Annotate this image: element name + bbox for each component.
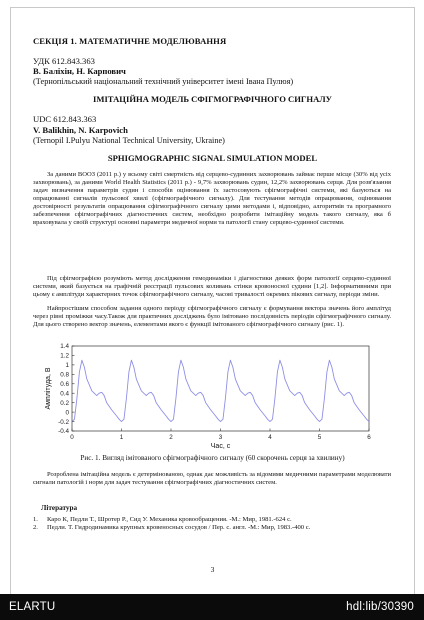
references-heading: Література xyxy=(41,504,78,512)
plot-frame xyxy=(72,346,369,431)
body-text-4 xyxy=(33,471,391,487)
body-text-3 xyxy=(33,305,391,329)
affiliation-ua: (Тернопільський національний технічний університет імені Івана Пулюя) xyxy=(33,77,294,86)
x-tick-label: 6 xyxy=(367,434,371,441)
x-tick-label: 1 xyxy=(119,434,124,441)
authors-ua: В. Баліхін, Н. Карпович xyxy=(33,66,126,76)
paragraph-4: Розроблена імітаційна модель є детермінованою, однак дає можливість за відомими медичними параметрами моделювати сигнали патологій і норм для задач тестування сфігмографічних діагностичних систем. xyxy=(33,471,391,486)
affiliation-en: (Ternopil I.Pulyu National Technical University, Ukraine) xyxy=(33,136,225,145)
reference-number: 2. xyxy=(33,524,38,532)
paragraph-2: Під сфігмографією розуміють метод дослідження гемодинаміки і діагностики деяких форм патології серцево-судинної системи, який базується на графічній реєстрації пульсових коливань стінки кровоносної судини [1,2]. Інформативними при цьому є амплітуди характерних точок сфігмографічного сигналу, часові тривалості окремих пікових сигналу, періоди зміни. xyxy=(33,275,391,298)
figure-caption: Рис. 1. Вигляд імітованого сфігмографічного сигналу (60 скорочень серця за хвилину) xyxy=(80,454,345,462)
y-tick-label: 1.4 xyxy=(60,343,69,351)
x-tick-label: 4 xyxy=(268,434,272,441)
document-page xyxy=(10,7,415,595)
footer-bar xyxy=(0,594,424,620)
y-tick-label: -0.4 xyxy=(58,428,69,436)
paper-title-en: SPHIGMOGRAPHIC SIGNAL SIMULATION MODEL xyxy=(107,153,318,163)
references-list xyxy=(33,516,393,532)
y-tick-label: 0.4 xyxy=(60,390,69,398)
reference-item xyxy=(33,524,393,532)
y-tick-label: -0.2 xyxy=(58,418,69,426)
x-tick-label: 2 xyxy=(169,434,173,441)
x-tick-label: 5 xyxy=(317,434,322,441)
udk-code: УДК 612.843.363 xyxy=(33,56,95,66)
section-title: СЕКЦІЯ 1. МАТЕМАТИЧНЕ МОДЕЛЮВАННЯ xyxy=(33,36,227,46)
body-text-2 xyxy=(33,275,391,299)
body-text-1 xyxy=(33,171,391,227)
y-axis-label: Амплітуда, В xyxy=(45,367,52,410)
x-axis-label: Час, с xyxy=(210,443,231,450)
authors-en: V. Balikhin, N. Karpovich xyxy=(33,125,128,135)
paragraph-3: Найпростішим способом задання одного періоду сфігмографічного сигналу є формування вектора значень його амплітуд через рівні проміжки часу.Також для практичних досліджень було імітовано послідовність періодів сфігмографічного сигналу. Для цього створено вектор значень, елементами якого є функції імітованого сфігмографічного сигналу (рис. 1). xyxy=(33,305,391,328)
signal-chart xyxy=(11,340,414,452)
y-tick-label: 0 xyxy=(65,409,69,417)
y-tick-label: 0.2 xyxy=(60,399,69,407)
reference-text: Педли. Т. Гидродинамика крупных кровеносных сосудов / Пер. с. англ. -М.: Мир, 1983.-400 с. xyxy=(47,524,311,532)
paragraph-1: За даними ВООЗ (2011 р.) у всьому світі смертність від серцево-судинних захворювань займає перше місце (30% від усіх захворювань), за даними World Health Statistics (2011 р.) - 9,7% захворювань судин, 12,2% захворювань серця. Для розв'язання задач визначення параметрів судин і способів оцінювання їх застосовують сфігмографічні системи, які базуються на опрацюванні сигналів пульсової хвилі (сфігмографічного сигналу). Для тестування методів опрацювання, оцінювання достовірності результатів опрацювання сфігмографічного сигналу цими методами і, відповідно, алгоритмів та програмного забезпечення сфігмографічних діагностичних систем, необхідно розробити імітаційну модель такого сигналу, яка б враховувала у своїй структурі основні параметри медичної норми та патології стану серцево-судинної системи. xyxy=(33,171,391,226)
footer-left-label: ELARTU xyxy=(9,601,56,613)
paper-title-ua: ІМІТАЦІЙНА МОДЕЛЬ СФІГМОГРАФІЧНОГО СИГНАЛУ xyxy=(92,94,332,104)
reference-item xyxy=(33,516,393,524)
x-tick-label: 3 xyxy=(218,434,223,441)
reference-text: Каро К, Педли Т., Шротер Р., Сид У. Механика кровообращения. -М.: Мир, 1981.-624 с. xyxy=(47,516,292,523)
x-tick-label: 0 xyxy=(70,434,74,441)
y-tick-label: 0.6 xyxy=(60,380,69,388)
udc-code: UDC 612.843.363 xyxy=(33,114,97,124)
y-tick-label: 1.2 xyxy=(60,352,69,360)
y-tick-label: 0.8 xyxy=(60,371,69,379)
footer-handle: hdl:lib/30390 xyxy=(346,601,414,613)
page-number: 3 xyxy=(210,565,215,574)
reference-number: 1. xyxy=(33,516,38,523)
y-tick-label: 1 xyxy=(65,362,69,370)
